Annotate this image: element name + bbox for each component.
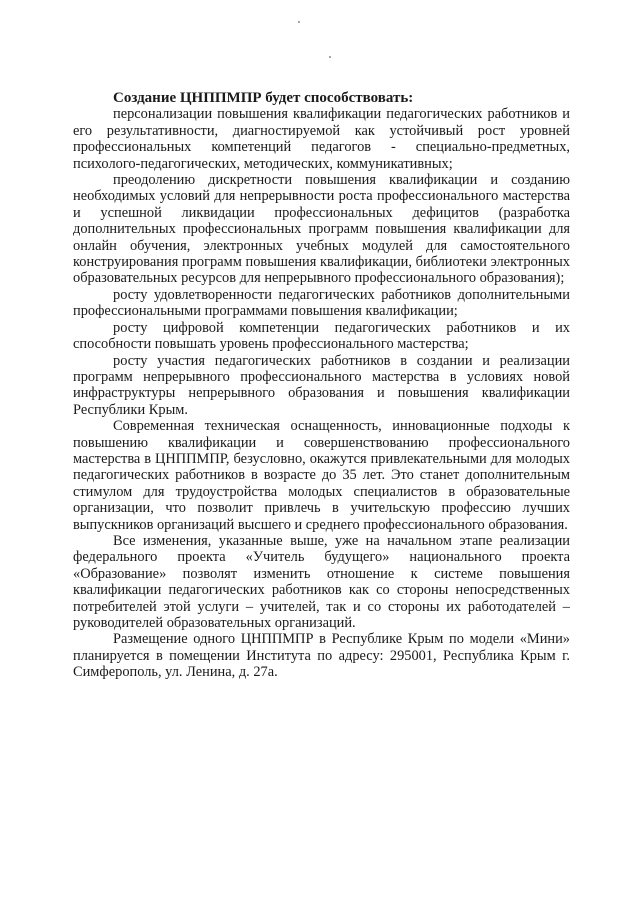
paragraph-satisfaction: росту удовлетворенности педагогических работников дополнительными профессиональными программами повышения квалификации; — [73, 286, 570, 320]
scan-speck — [329, 56, 331, 58]
document-page — [73, 90, 570, 681]
section-heading: Создание ЦНППМПР будет способствовать: — [113, 90, 414, 106]
paragraph-personalization: персонализации повышения квалификации педагогических работников и его результативности, диагностируемой как устойчивый рост уровней профессиональных компетенций педагогов - специально-предметных, психолого-педагогических, методических, коммуникативных; — [73, 106, 570, 172]
paragraph-discreteness: преодолению дискретности повышения квалификации и созданию необходимых условий для непрерывности роста профессионального мастерства и успешной ликвидации профессиональных дефицитов (разработка дополнительных профессиональных программ повышения квалификации для онлайн обучения, электронных учебных модулей для самостоятельного конструирования программ повышения квалификации, библиотеки электронных образовательных ресурсов для непрерывного профессионального образования); — [73, 172, 570, 287]
paragraph-participation: росту участия педагогических работников в создании и реализации программ непрерывного профессионального мастерства в условиях новой инфраструктуры непрерывного образования и повышения квалификации Республики Крым. — [73, 352, 570, 418]
paragraph-digital-competence: росту цифровой компетенции педагогических работников и их способности повышать уровень профессионального мастерства; — [73, 319, 570, 353]
paragraph-equipment: Современная техническая оснащенность, инновационные подходы к повышению квалификации и совершенствованию профессионального мастерства в ЦНППМПР, безусловно, окажутся привлекательными для молодых педагогических работников в возрасте до 35 лет. Это станет дополнительным стимулом для трудоустройства молодых специалистов в образовательные организации, что позволит привлечь в учительскую профессию лучших выпускников организаций высшего и среднего профессионального образования. — [73, 418, 570, 533]
paragraph-changes: Все изменения, указанные выше, уже на начальном этапе реализации федерального проекта «Учитель будущего» национального проекта «Образование» позволят изменить отношение к системе повышения квалификации педагогических работников как со стороны непосредственных потребителей этой услуги – учителей, так и со стороны их работодателей – руководителей образовательных организаций. — [73, 532, 570, 631]
scan-speck — [298, 21, 300, 23]
paragraph-location: Размещение одного ЦНППМПР в Республике Крым по модели «Мини» планируется в помещении Института по адресу: 295001, Республика Крым г. Симферополь, ул. Ленина, д. 27а. — [73, 631, 570, 681]
